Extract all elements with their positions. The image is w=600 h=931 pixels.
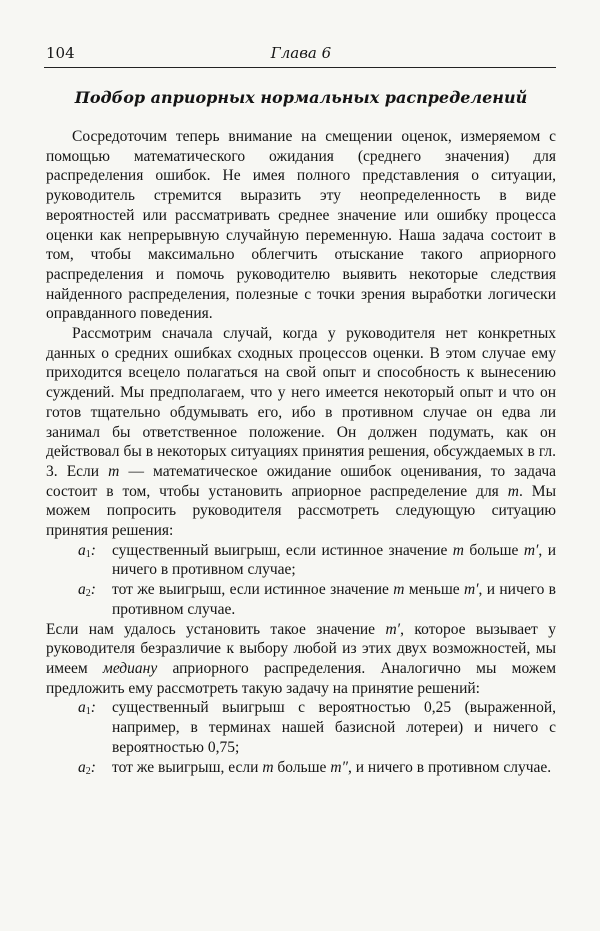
item-label: $a_1$: xyxy=(78,699,96,718)
paragraph-2: Рассмотрим сначала случай, когда у руководителя нет конкретных данных о средних ошибках сходных процессов оценки. В этом случае ему приходится всецело полагаться на свой опыт и способность к вынесению суждений. Мы предполагаем, что у него имеется некоторый опыт и что он готов тщательно обдумывать его, ибо в противном случае он едва ли занимал бы ответственное положение. Он должен подумать, как он действовал бы в некоторых ситуациях принятия решения, обсуждаемых в гл. 3. Если m — математическое ожидание ошибок оценивания, то задача состоит в том, чтобы установить априорное распределение для m. Мы можем попросить руководителя рассмотреть следующую ситуацию принятия решения: xyxy=(46,325,556,540)
header-rule xyxy=(44,67,556,68)
item-label: $a_2$: xyxy=(78,581,96,600)
emphasis-median: медиану xyxy=(102,659,158,677)
paragraph-3: Если нам удалось установить такое значение m′, которое вызывает у руководителя безразличие к выбору любой из этих двух возможностей, мы имеем медиану априорного распределения. Аналогично мы можем предложить ему рассмотреть такую задачу на принятие решений: xyxy=(46,620,556,697)
list-item-a2: $a_2$: тот же выигрыш, если истинное значение m меньше m′, и ничего в противном случае. xyxy=(78,581,556,618)
section-title: Подбор априорных нормальных распределений xyxy=(74,88,528,107)
page-number: 104 xyxy=(46,44,75,62)
list-item-a1: $a_1$: существенный выигрыш с вероятностью 0,25 (выраженной, например, в терминах нашей базисной лотереи) и ничего с вероятностью 0,75; xyxy=(78,699,556,756)
list-item-a1: $a_1$: существенный выигрыш, если истинное значение m больше m′, и ничего в противном случае; xyxy=(78,541,556,579)
item-label: $a_1$: xyxy=(78,541,96,560)
list-item-a2: $a_2$: тот же выигрыш, если m больше m″, и ничего в противном случае. xyxy=(46,758,556,778)
paragraph-1: Сосредоточим теперь внимание на смещении оценок, измеряемом с помощью математического ожидания (среднего значения) для распределения ошибок. Не имея полного представления о ситуации, руководитель стремится выразить эту неопределенность в виде вероятностей или рассматривать среднее значение или ошибку процесса оценки как непрерывную случайную переменную. Наша задача состоит в том, чтобы максимально облегчить отыскание такого априорного распределения и помочь руководителю выявить некоторые следствия найденного распределения, полезные с точки зрения выработки логически оправданного поведения. xyxy=(46,128,556,323)
chapter-title: Глава 6 xyxy=(270,44,332,62)
running-header xyxy=(46,42,556,64)
body-text xyxy=(46,127,556,777)
item-label: $a_2$: xyxy=(78,758,96,777)
